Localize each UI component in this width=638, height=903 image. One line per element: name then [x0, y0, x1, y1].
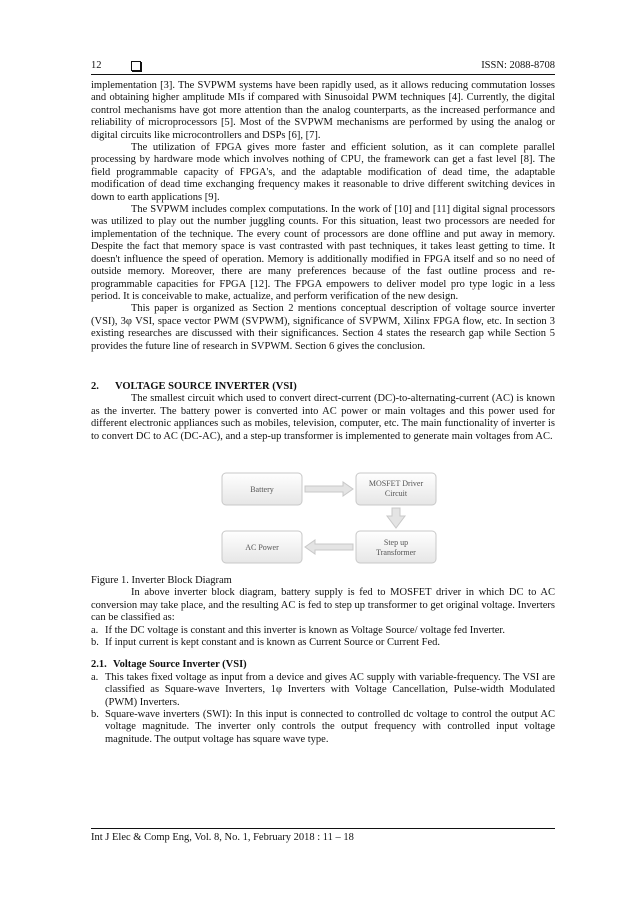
list-item: [91, 709, 555, 746]
arrow-left-icon: [305, 540, 353, 554]
section-2-intro: The smallest circuit which used to convert direct-current (DC)-to-alternating-current (AC) is known as the inverter. The battery power is converted into AC power or main voltages and this power used for different electronic appliances such as mobiles, television, computer, etc. The main functionality of inverter is to convert DC to AC (DC-AC), and a step-up transformer is implemented to generate main voltages from AC.: [91, 393, 555, 442]
block-diagram-svg: [91, 471, 555, 575]
list-item: [91, 625, 555, 637]
page-footer: Int J Elec & Comp Eng, Vol. 8, No. 1, February 2018 : 11 – 18: [91, 832, 354, 843]
ac-power-block: [222, 531, 302, 563]
page-number: 12: [91, 60, 102, 71]
section-title: VOLTAGE SOURCE INVERTER (VSI): [115, 380, 297, 392]
stepup-label-line2: Transformer: [376, 547, 416, 557]
issn-label: ISSN: 2088-8708: [481, 60, 555, 71]
paragraph-4: This paper is organized as Section 2 mentions conceptual description of voltage source inverter (VSI), 3φ VSI, space vector PWM (SVPWM), significance of SVPWM, Xilinx FPGA flow, etc. In section 3 existing researches are discussed with their significances. Section 4 states the research gap while Section 5 provides the future line of research in SVPWM. Section 6 gives the conclusion.: [91, 303, 555, 352]
list-marker: b.: [91, 637, 99, 648]
list-marker: a.: [91, 624, 99, 636]
list-item-text: Square-wave inverters (SWI): In this input is connected to controlled dc voltage to control the output AC voltage magnitude. The inverter only controls the output frequency with controlled input voltage magnitude. The output voltage has square wave type.: [105, 709, 555, 745]
vsi-list: [91, 672, 555, 746]
list-marker: a.: [91, 671, 99, 683]
section-number: 2.: [91, 380, 99, 392]
paragraph-2: The utilization of FPGA gives more faster and efficient solution, as it can complete parallel processing by hardware mode which involves nothing of CPU, the framework can get a fast level [8]. The field programmable capacity of FPGA's, and the adaptable modification of dead time, the adaptable modification of dead time exchanging frequency makes it reasonable to drive different switching devices in down to earth applications [9].: [91, 142, 555, 203]
section-2-heading: [91, 381, 555, 393]
footer-rule: [91, 828, 555, 829]
checkbox-square-icon: [131, 61, 141, 71]
list-item-text: This takes fixed voltage as input from a device and gives AC supply with variable-frequency. The VSI are classified as Square-wave Inverters, 1φ Inverters with Voltage Cancellation, Pulse-width Modulated (PWM) Inverters.: [105, 671, 555, 708]
subsection-2-1-heading: [91, 659, 555, 671]
paragraph-3: The SVPWM includes complex computations. In the work of [10] and [11] digital signal processors was utilized to play out the number juggling counts. For this situation, least two processors are needed for implementation of the technique. The every count of processors are done offline and put away in memory. Despite the fact that memory space is vast contrasted with past techniques, it takes least getting to time. It doesn't influence the speed of operation. Memory is additionally modified in FPGA itself and so no need of outside memory. Moreover, there are many preferences because of the fast outline process and re-programmable capacities for FPGA [12]. The FPGA empowers to deliver model pro type logic in a less period. It is conceivable to make, actualize, and perform verification of the new design.: [91, 204, 555, 302]
list-item-text: If input current is kept constant and is known as Current Source or Current Fed.: [105, 637, 441, 648]
list-item-text: If the DC voltage is constant and this inverter is known as Voltage Source/ voltage fed Inverter.: [105, 624, 505, 636]
battery-block: [222, 473, 302, 505]
battery-label: Battery: [250, 484, 274, 494]
list-item: [91, 637, 555, 649]
arrow-right-icon: [305, 482, 353, 496]
after-figure-paragraph: In above inverter block diagram, battery supply is fed to MOSFET driver in which DC to AC conversion may take place, and the resulting AC is fed to step up transformer to get original voltage. Inverters can be classified as:: [91, 587, 555, 624]
header-rule: [91, 74, 555, 75]
arrow-down-icon: [387, 508, 405, 528]
ac-power-label: AC Power: [245, 542, 279, 552]
list-marker: b.: [91, 709, 99, 721]
paragraph-1: implementation [3]. The SVPWM systems have been rapidly used, as it allows reducing commutation losses and obtaining higher amplitude MIs if compared with Sinusoidal PWM techniques [4]. Currently, the digital control mechanisms have got more attention than the analog counterparts, as the increased performance and reliability of microprocessors [5]. Most of the SVPWM mechanisms are performed by using the analog or digital circuits like microcontrollers and DSPs [6], [7].: [91, 80, 555, 141]
mosfet-label-line2: Circuit: [384, 488, 408, 498]
mosfet-label-line1: MOSFET Driver: [368, 478, 424, 488]
stepup-label-line1: Step up: [383, 537, 409, 547]
subsection-title: Voltage Source Inverter (VSI): [113, 659, 247, 671]
classification-list: [91, 625, 555, 650]
inverter-block-diagram: [91, 471, 555, 575]
figure-caption: Figure 1. Inverter Block Diagram: [91, 574, 232, 586]
mosfet-block: [356, 473, 436, 505]
page-body: [91, 80, 555, 746]
stepup-block: [356, 531, 436, 563]
subsection-number: 2.1.: [91, 659, 107, 671]
list-item: [91, 672, 555, 709]
